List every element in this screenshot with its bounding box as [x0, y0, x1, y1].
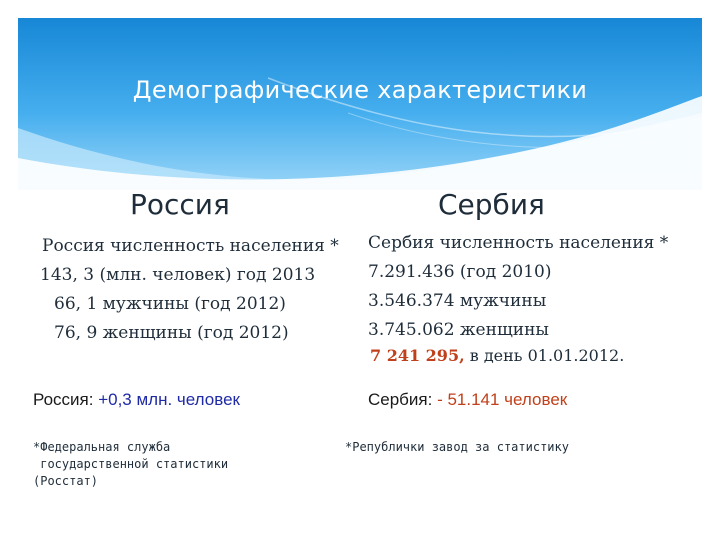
russia-line: 66, 1 мужчины (год 2012) — [54, 294, 286, 314]
russia-population-block — [40, 232, 339, 348]
banner-background — [18, 18, 702, 190]
page-title: Демографические характеристики — [132, 76, 588, 104]
serbia-line: 3.546.374 мужчины — [368, 291, 547, 311]
russia-line: Россия численность населения * — [42, 236, 339, 256]
russia-heading: Россия — [130, 188, 230, 221]
serbia-population-block — [368, 229, 668, 345]
serbia-line: 3.745.062 женщины — [368, 320, 549, 340]
serbia-change-label: Сербия: — [368, 390, 438, 409]
serbia-total — [370, 346, 624, 365]
serbia-line: 7.291.436 (год 2010) — [368, 262, 552, 282]
serbia-total-value: 7 241 295, — [370, 346, 465, 365]
russia-line: 76, 9 женщины (год 2012) — [54, 323, 289, 343]
footnote-line: *Федеральная служба — [33, 440, 171, 454]
russia-change-value: +0,3 млн. человек — [98, 390, 240, 409]
russia-line: 143, 3 (млн. человек) год 2013 — [40, 265, 316, 285]
russia-change-label: Россия: — [33, 390, 99, 409]
serbia-line: Сербия численность населения * — [368, 233, 669, 253]
footnote-line: (Росстат) — [33, 474, 99, 488]
russia-source-footnote — [33, 439, 228, 490]
serbia-change-value: - 51.141 человек — [437, 390, 568, 409]
serbia-heading: Сербия — [438, 188, 545, 221]
russia-change — [33, 390, 240, 410]
serbia-total-date: в день 01.01.2012. — [464, 346, 625, 365]
serbia-change — [368, 390, 567, 410]
serbia-source-footnote: *Републички завод за статистику — [345, 440, 569, 454]
footnote-line: государственной статистики — [33, 457, 229, 471]
header-banner — [18, 18, 702, 190]
